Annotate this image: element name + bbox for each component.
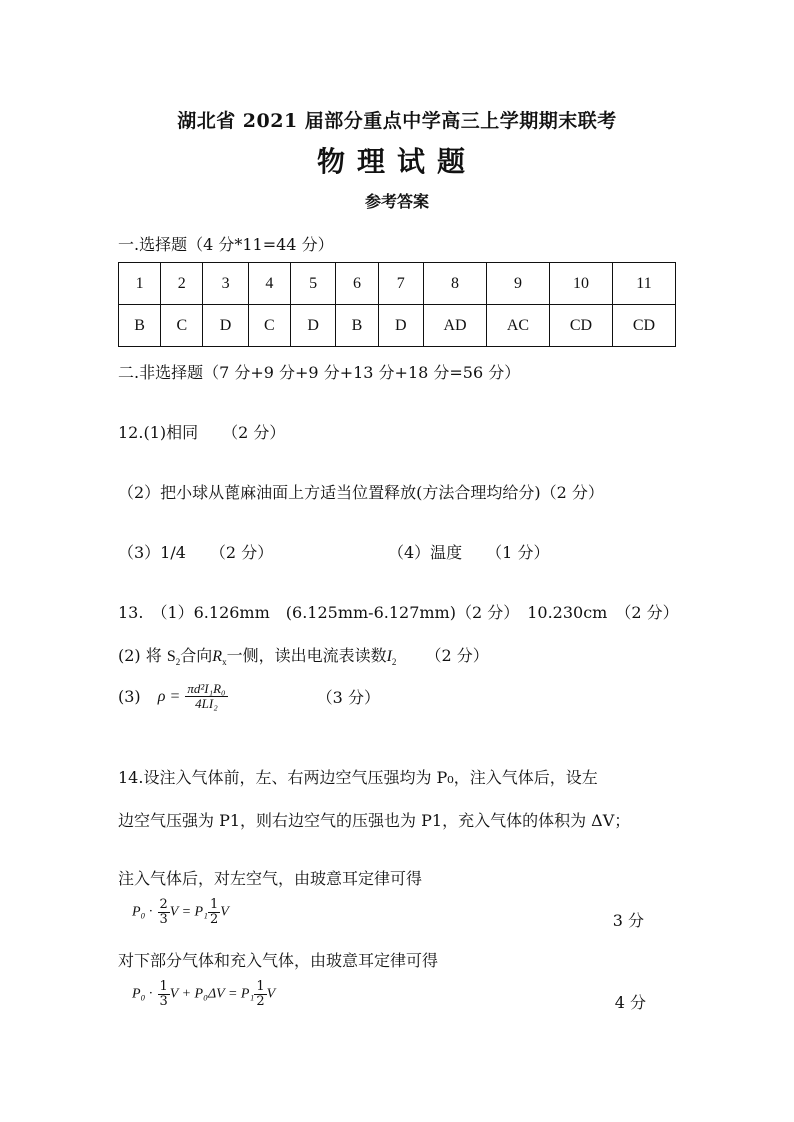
symbol-r: $R_x$ (212, 648, 227, 668)
table-cell: C (248, 305, 290, 347)
q12-line1: 12.(1)相同 （2 分） (118, 423, 286, 442)
section2-heading: 二.非选择题（7 分+9 分+9 分+13 分+18 分=56 分） (118, 363, 521, 382)
table-row-answers (119, 305, 676, 347)
equation-2: P₀ · $\frac{1}{3}$ V + P₀ΔV = P₁ $\frac{1}{2}$ V (132, 979, 276, 1009)
q13-line2-mid: 合向 (180, 646, 213, 665)
rho-symbol: ρ = (157, 687, 181, 705)
q14-line2: 边空气压强为 P1，则右边空气的压强也为 P1，充入气体的体积为 ΔV； (118, 811, 631, 830)
symbol-i: $I_2$ (386, 648, 397, 668)
table-cell: 9 (487, 263, 550, 305)
table-cell: C (161, 305, 203, 347)
q13-line3-score: （3 分） (316, 688, 380, 707)
table-cell: AD (424, 305, 487, 347)
table-cell: 11 (613, 263, 676, 305)
table-cell: 7 (378, 263, 423, 305)
fraction: $\frac{1}{2}$ (209, 897, 219, 927)
table-cell: B (336, 305, 378, 347)
q13-line1: 13. （1）6.126mm (6.125mm-6.127mm)（2 分） 10.230cm （2 分） (118, 603, 679, 622)
symbol-s: $S_2$ (166, 648, 181, 668)
q13-line2-pre: (2) 将 (118, 646, 162, 665)
q14-line1: 14.设注入气体前，左、右两边空气压强均为 P₀，注入气体后，设左 (118, 768, 598, 787)
subject-title: 物理试题 (316, 145, 477, 178)
section1-heading: 一.选择题（4 分*11=44 分） (118, 235, 334, 254)
eq2-score: 4 分 (614, 993, 646, 1012)
q12-line3b: （4）温度 （1 分） (388, 543, 550, 562)
table-cell: 4 (248, 263, 290, 305)
q13-line2-score: （2 分） (425, 646, 489, 665)
q12-line3a: （3）1/4 （2 分） (118, 543, 274, 562)
table-cell: 5 (290, 263, 335, 305)
fraction: $\frac{1}{2}$ (256, 979, 265, 1009)
table-cell: 3 (203, 263, 248, 305)
table-cell: 10 (550, 263, 613, 305)
q14-line4: 对下部分气体和充入气体，由玻意耳定律可得 (118, 951, 439, 970)
eq1-score: 3 分 (612, 911, 644, 930)
table-cell: D (378, 305, 423, 347)
table-cell: CD (613, 305, 676, 347)
q12-line2: （2）把小球从蓖麻油面上方适当位置释放(方法合理均给分)（2 分） (118, 483, 604, 502)
table-cell: D (290, 305, 335, 347)
q13-line3 (118, 682, 380, 711)
exam-title: 湖北省 2021 届部分重点中学高三上学期期末联考 (177, 110, 617, 132)
q13-line2 (118, 643, 489, 667)
table-row-numbers (119, 263, 676, 305)
table-cell: AC (487, 305, 550, 347)
answer-key-subtitle: 参考答案 (364, 192, 429, 211)
table-cell: B (119, 305, 161, 347)
fraction: $\frac{2}{3}$ (159, 897, 168, 927)
table-cell: CD (550, 305, 613, 347)
fraction: $\frac{1}{3}$ (159, 979, 168, 1009)
table-cell: 6 (336, 263, 378, 305)
table-cell: D (203, 305, 248, 347)
answer-table (118, 262, 676, 347)
equation-1: P₀ · $\frac{2}{3}$ V = P₁ $\frac{1}{2}$ V (132, 897, 229, 927)
table-cell: 8 (424, 263, 487, 305)
resistivity-fraction: $\frac{\text{πd²I₁R₀}}{\text{4LI₂}}$ (187, 681, 226, 711)
table-cell: 1 (119, 263, 161, 305)
q13-line2-post: 一侧，读出电流表读数 (226, 646, 387, 665)
table-cell: 2 (161, 263, 203, 305)
q13-line3-label: (3) (118, 687, 141, 706)
q14-line3: 注入气体后，对左空气，由玻意耳定律可得 (118, 869, 423, 888)
